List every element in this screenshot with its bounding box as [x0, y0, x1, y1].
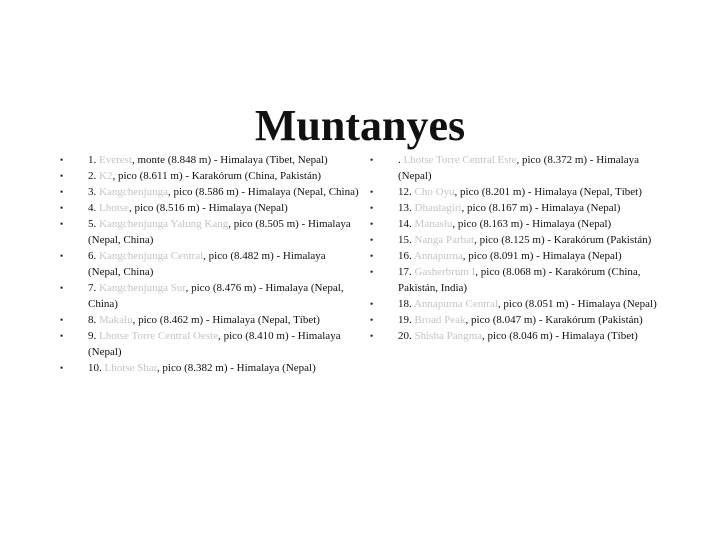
- page-title: Muntanyes: [254, 101, 466, 151]
- item-details: , pico (8.382 m) - Himalaya (Nepal): [156, 362, 316, 374]
- item-details: , pico (8.051 m) - Himalaya (Nepal): [497, 298, 657, 310]
- list-item: [370, 152, 670, 184]
- item-number: 17.: [398, 266, 415, 278]
- item-details: , pico (8.462 m) - Himalaya (Nepal, Tíbet): [132, 314, 320, 326]
- item-details: , pico (8.046 m) - Himalaya (Tíbet): [482, 330, 638, 342]
- list-item: [60, 152, 360, 168]
- item-number: 16.: [398, 250, 414, 262]
- item-details: , pico (8.611 m) - Karakórum (China, Pakistán): [112, 170, 321, 182]
- bullet-icon: •: [370, 155, 374, 165]
- bullet-icon: •: [60, 331, 64, 341]
- bullet-icon: •: [60, 363, 64, 373]
- list-item: [370, 248, 670, 264]
- mountain-link[interactable]: Everest: [99, 154, 132, 166]
- list-item: [60, 168, 360, 184]
- item-number: 4.: [88, 202, 99, 214]
- mountain-link[interactable]: Lhotse Torre Central Oeste: [99, 330, 219, 342]
- bullet-icon: •: [370, 251, 374, 261]
- mountain-link[interactable]: Manaslu: [414, 218, 453, 230]
- bullet-icon: •: [370, 235, 374, 245]
- list-item: [60, 328, 360, 360]
- list-item: [60, 200, 360, 216]
- list-item: [370, 216, 670, 232]
- mountain-link[interactable]: Annapurna: [413, 250, 463, 262]
- item-number: 19.: [398, 314, 415, 326]
- item-details: , pico (8.516 m) - Himalaya (Nepal): [128, 202, 288, 214]
- mountain-link[interactable]: Gasherbrum I: [414, 266, 476, 278]
- list-item: [370, 232, 670, 248]
- list-item: [60, 280, 360, 312]
- item-details: , pico (8.586 m) - Himalaya (Nepal, China): [168, 186, 359, 198]
- bullet-icon: •: [370, 315, 374, 325]
- item-details: , pico (8.476 m) - Himalaya (Nepal, China): [88, 282, 344, 310]
- bullet-icon: •: [60, 283, 64, 293]
- item-details: , pico (8.505 m) - Himalaya (Nepal, China): [88, 218, 351, 246]
- list-item: [370, 264, 670, 296]
- mountain-link[interactable]: Kangchenjunga Yalung Kang: [99, 218, 229, 230]
- item-number: 9.: [88, 330, 99, 342]
- item-number: 3.: [88, 186, 99, 198]
- list-item: [60, 216, 360, 248]
- bullet-icon: •: [60, 155, 64, 165]
- list-item: [60, 184, 360, 200]
- item-number: 1.: [88, 154, 99, 166]
- item-details: , pico (8.125 m) - Karakórum (Pakistán): [474, 234, 652, 246]
- list-item: [370, 312, 670, 328]
- bullet-icon: •: [60, 251, 64, 261]
- item-number: 10.: [88, 362, 105, 374]
- list-item: [370, 328, 670, 344]
- list-item: [60, 360, 360, 376]
- list-item: [60, 248, 360, 280]
- item-number: 2.: [88, 170, 99, 182]
- bullet-icon: •: [60, 315, 64, 325]
- bullet-icon: •: [60, 171, 64, 181]
- item-number: 6.: [88, 250, 99, 262]
- item-details: , pico (8.201 m) - Himalaya (Nepal, Tíbet): [454, 186, 642, 198]
- mountain-link[interactable]: Annapurna Central: [413, 298, 498, 310]
- mountain-list-left: [60, 152, 360, 376]
- mountain-list-right: [370, 152, 670, 344]
- item-number: .: [398, 154, 404, 166]
- item-details: , pico (8.410 m) - Himalaya (Nepal): [88, 330, 341, 358]
- mountain-link[interactable]: Lhotse: [99, 202, 129, 214]
- list-item: [370, 296, 670, 312]
- bullet-icon: •: [370, 331, 374, 341]
- bullet-icon: •: [370, 299, 374, 309]
- list-item: [60, 312, 360, 328]
- item-number: 13.: [398, 202, 415, 214]
- item-details: , monte (8.848 m) - Himalaya (Tibet, Nepal): [131, 154, 328, 166]
- mountain-link[interactable]: Nanga Parbat: [414, 234, 475, 246]
- item-details: , pico (8.167 m) - Himalaya (Nepal): [461, 202, 621, 214]
- item-number: 14.: [398, 218, 415, 230]
- bullet-icon: •: [370, 219, 374, 229]
- mountain-link[interactable]: Lhotse Torre Central Este: [403, 154, 517, 166]
- item-details: , pico (8.068 m) - Karakórum (China, Pakistán, India): [398, 266, 641, 294]
- item-details: , pico (8.047 m) - Karakórum (Pakistán): [465, 314, 643, 326]
- item-details: , pico (8.482 m) - Himalaya (Nepal, China): [88, 250, 326, 278]
- item-number: 7.: [88, 282, 99, 294]
- mountain-link[interactable]: Lhotse Shar: [104, 362, 157, 374]
- mountain-link[interactable]: Kangchenjunga Central: [99, 250, 204, 262]
- item-details: , pico (8.091 m) - Himalaya (Nepal): [462, 250, 622, 262]
- mountain-link[interactable]: Kangchenjunga Sur: [99, 282, 186, 294]
- bullet-icon: •: [370, 267, 374, 277]
- mountain-link[interactable]: Kangchenjunga: [99, 186, 169, 198]
- bullet-icon: •: [370, 203, 374, 213]
- item-number: 15.: [398, 234, 415, 246]
- bullet-icon: •: [370, 187, 374, 197]
- item-number: 12.: [398, 186, 415, 198]
- item-details: , pico (8.163 m) - Himalaya (Nepal): [452, 218, 612, 230]
- mountain-link[interactable]: Broad Peak: [414, 314, 466, 326]
- item-number: 5.: [88, 218, 99, 230]
- item-number: 8.: [88, 314, 99, 326]
- list-item: [370, 200, 670, 216]
- bullet-icon: •: [60, 219, 64, 229]
- mountain-link[interactable]: Cho Oyu: [414, 186, 455, 198]
- mountain-link[interactable]: Shisha Pangma: [414, 330, 483, 342]
- bullet-icon: •: [60, 203, 64, 213]
- bullet-icon: •: [60, 187, 64, 197]
- mountain-link[interactable]: Dhaulagiri: [414, 202, 462, 214]
- item-number: 20.: [398, 330, 415, 342]
- list-item: [370, 184, 670, 200]
- item-number: 18.: [398, 298, 414, 310]
- item-details: , pico (8.372 m) - Himalaya (Nepal): [398, 154, 639, 182]
- mountain-link[interactable]: K2: [99, 170, 113, 182]
- mountain-link[interactable]: Makalu: [99, 314, 133, 326]
